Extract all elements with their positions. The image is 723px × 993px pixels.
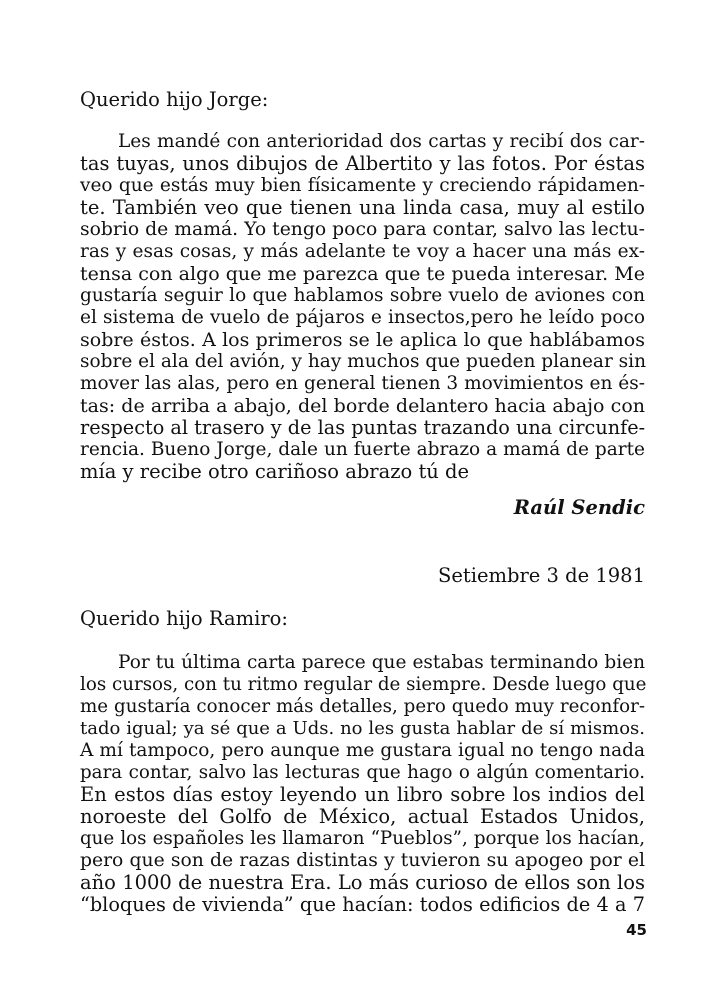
text-line: Les mandé con anterioridad dos cartas y recibí dos car- bbox=[118, 131, 645, 152]
text-line: Por tu última carta parece que estabas terminando bien bbox=[118, 652, 645, 673]
text-line: tado igual; ya sé que a Uds. no les gusta hablar de sí mismos. bbox=[80, 718, 645, 739]
text-line: te. También veo que tienen una linda casa, muy al estilo bbox=[80, 196, 645, 219]
text-line: rencia. Bueno Jorge, dale un fuerte abrazo a mamá de parte bbox=[80, 439, 645, 460]
text-line: veo que estás muy bien físicamente y creciendo rápidamen- bbox=[80, 175, 645, 196]
text-line: pero que son de razas distintas y tuvieron su apogeo por el bbox=[80, 850, 645, 871]
text-line: ras y esas cosas, y más adelante te voy a hacer una más ex- bbox=[80, 241, 645, 262]
letter-date: Setiembre 3 de 1981 bbox=[438, 564, 645, 587]
text-line: sobre el ala del avión, y hay muchos que pueden planear sin bbox=[80, 351, 647, 372]
text-line: año 1000 de nuestra Era. Lo más curioso de ellos son los bbox=[80, 871, 645, 894]
text-line: tensa con algo que me parezca que te pueda interesar. Me bbox=[80, 263, 645, 285]
text-line: mía y recibe otro cariñoso abrazo tú de bbox=[80, 460, 470, 483]
text-line: noroeste del Golfo de México, actual Estados Unidos, bbox=[80, 805, 645, 828]
text-line: el sistema de vuelo de pájaros e insectos,pero he leído poco bbox=[80, 307, 645, 328]
text-line: gustaría seguir lo que hablamos sobre vuelo de aviones con bbox=[80, 285, 645, 306]
text-line: mover las alas, pero en general tienen 3 movimientos en és- bbox=[80, 373, 645, 394]
text-line: respecto al trasero y de las puntas trazando una circunfe- bbox=[80, 416, 646, 439]
salutation-ramiro: Querido hijo Ramiro: bbox=[80, 607, 288, 630]
page-number: 45 bbox=[626, 921, 647, 939]
text-line: A mí tampoco, pero aunque me gustara igual no tengo nada bbox=[80, 740, 645, 761]
text-line: para contar, salvo las lecturas que hago o algún comentario. bbox=[80, 762, 645, 783]
text-line: me gustaría conocer más detalles, pero quedo muy reconfor- bbox=[80, 696, 645, 717]
text-line: tas tuyas, unos dibujos de Albertito y las fotos. Por éstas bbox=[80, 152, 645, 175]
text-line: tas: de arriba a abajo, del borde delantero hacia abajo con bbox=[80, 395, 645, 417]
text-line: En estos días estoy leyendo un libro sobre los indios del bbox=[80, 783, 645, 806]
text-line: sobre éstos. A los primeros se le aplica lo que hablábamos bbox=[80, 329, 645, 351]
text-line: sobrio de mamá. Yo tengo poco para contar, salvo las lectu- bbox=[80, 219, 645, 240]
text-line: “bloques de vivienda” que hacían: todos edificios de 4 a 7 bbox=[80, 893, 645, 916]
text-line: los cursos, con tu ritmo regular de siempre. Desde luego que bbox=[80, 674, 647, 695]
salutation-jorge: Querido hijo Jorge: bbox=[80, 88, 269, 111]
signature: Raúl Sendic bbox=[513, 496, 645, 519]
text-line: que los españoles les llamaron “Pueblos”, porque los hacían, bbox=[80, 828, 645, 849]
